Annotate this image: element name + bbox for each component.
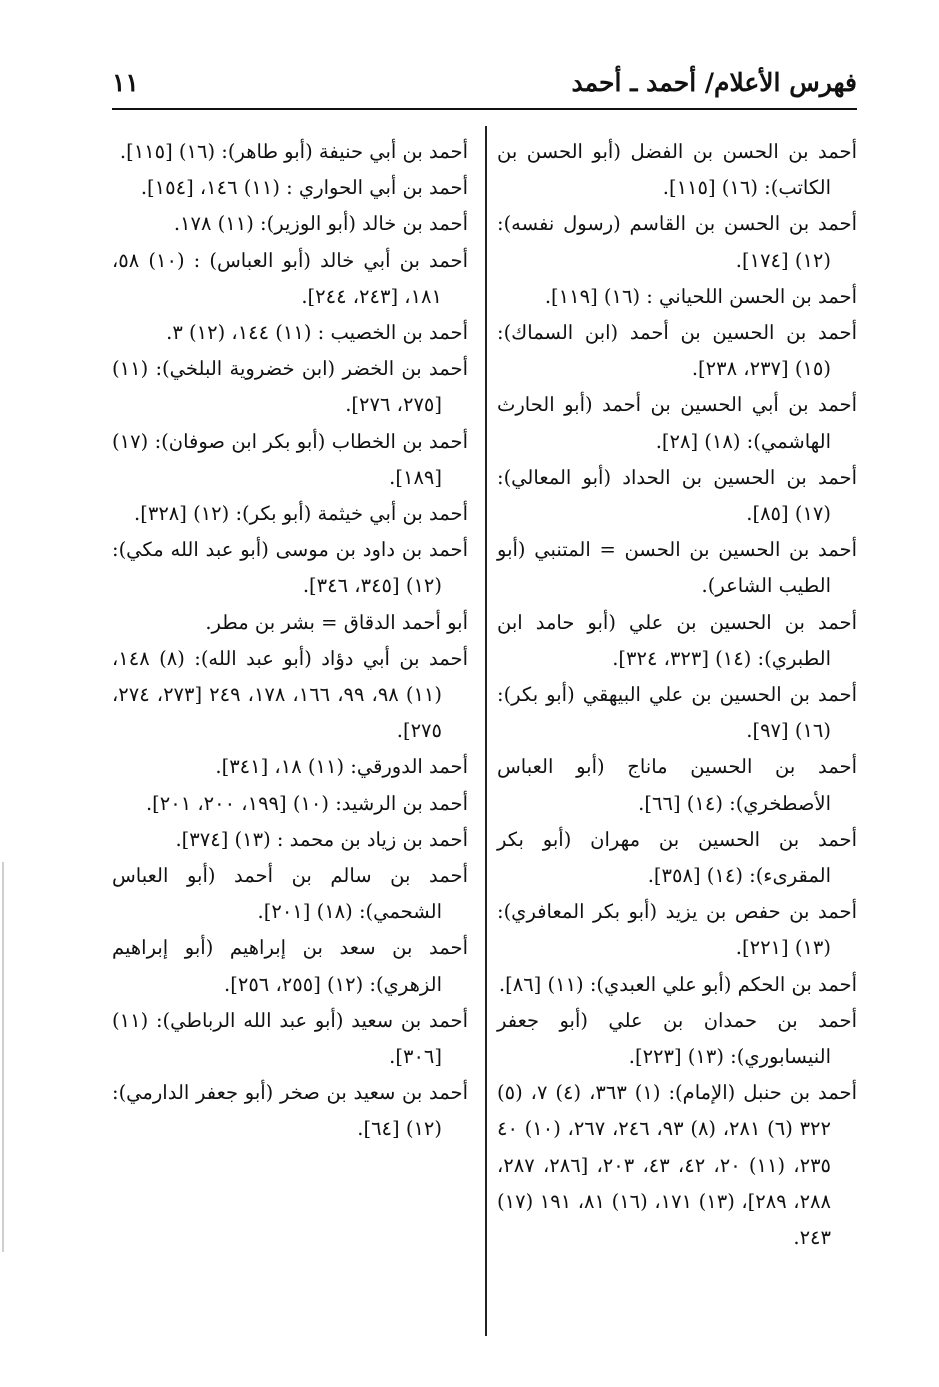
index-entry: أحمد بن أبي خيثمة (أبو بكر): (١٢) [٣٢٨]. bbox=[134, 502, 468, 526]
index-entry: أحمد بن أبي الحسين بن أحمد (أبو الحارث الهاشمي): (١٨) [٢٨]. bbox=[497, 393, 857, 453]
index-entry: أبو أحمد الدقاق = بشر بن مطر. bbox=[205, 610, 468, 634]
index-entry: أحمد بن الحسين بن أحمد (ابن السماك): (١٥) [٢٣٧، ٢٣٨]. bbox=[497, 321, 857, 381]
page-header bbox=[112, 62, 857, 108]
index-entry: أحمد بن الخطاب (أبو بكر ابن صوفان): (١٧) [١٨٩]. bbox=[112, 429, 468, 489]
index-entry: أحمد بن الحسن اللحياني : (١٦) [١١٩]. bbox=[544, 284, 857, 308]
index-entry: أحمد بن سالم بن أحمد (أبو العباس الشحمي): (١٨) [٢٠١]. bbox=[112, 864, 468, 924]
right-column bbox=[497, 134, 857, 1256]
index-entry: أحمد بن خالد (أبو الوزير): (١١) ١٧٨. bbox=[173, 212, 468, 236]
index-entry: أحمد بن زياد بن محمد : (١٣) [٣٧٤]. bbox=[175, 827, 468, 851]
index-entry: أحمد بن الخصيب : (١١) ١٤٤، (١٢) ٣. bbox=[166, 321, 468, 345]
index-entry: أحمد بن حمدان بن علي (أبو جعفر النيسابوري): (١٣) [٢٢٣]. bbox=[497, 1008, 857, 1069]
index-entry: أحمد بن الخضر (ابن خضروية البلخي): (١١) [٢٧٥، ٢٧٦]. bbox=[112, 357, 468, 417]
index-entry: أحمد بن الحكم (أبو علي العبدي): (١١) [٨٦]. bbox=[498, 972, 857, 996]
header-rule bbox=[112, 108, 857, 110]
index-entry: أحمد بن داود بن موسى (أبو عبد الله مكي): (١٢) [٣٤٥، ٣٤٦]. bbox=[112, 538, 468, 598]
index-entry: أحمد بن سعيد (أبو عبد الله الرباطي): (١١) [٣٠٦]. bbox=[112, 1008, 468, 1069]
page-number: ١١ bbox=[112, 68, 139, 97]
left-column bbox=[112, 134, 468, 1148]
index-entry: أحمد الدورقي: (١١) ١٨، [٣٤١]. bbox=[215, 755, 468, 779]
scan-edge-mark bbox=[2, 862, 4, 1252]
index-entry: أحمد بن أبي الحواري : (١١) ١٤٦، [١٥٤]. bbox=[140, 176, 468, 200]
index-entry: أحمد بن حفص بن يزيد (أبو بكر المعافري): (١٣) [٢٢١]. bbox=[497, 900, 857, 960]
index-entry: أحمد بن الحسين بن الحداد (أبو المعالي): (١٧) [٨٥]. bbox=[497, 465, 857, 526]
index-entry: أحمد بن سعيد بن صخر (أبو جعفر الدارمي): (١٢) [٦٤]. bbox=[112, 1081, 468, 1141]
index-entry: أحمد بن الحسين ماناج (أبو العباس الأصطخري): (١٤) [٦٦]. bbox=[497, 755, 857, 815]
index-entry: أحمد بن الرشيد: (١٠) [١٩٩، ٢٠٠، ٢٠١]. bbox=[145, 791, 468, 815]
index-entry: أحمد بن الحسن بن القاسم (رسول نفسه): (١٢) [١٧٤]. bbox=[497, 212, 857, 272]
index-entry: أحمد بن حنبل (الإمام): (١) ٣٦٣، (٤) ٧، (٥) ٣٢٢ (٦) ٢٨١، (٨) ٩٣، ٢٤٦، ٢٦٧، (١٠) ٤٠ ٢٣٥، (١١) ٢٠، ٤٢، ٤٣، ٢٠٣، [٢٨٦، ٢٨٧، ٢٨٨، ٢٨٩]، (١٣) ١٧١، (١٦) ٨١، ١٩١ (١٧) ٢٤٣. bbox=[497, 1081, 857, 1250]
index-entry: أحمد بن سعد بن إبراهيم (أبو إبراهيم الزهري): (١٢) [٢٥٥، ٢٥٦]. bbox=[112, 936, 468, 996]
column-divider bbox=[485, 126, 487, 1336]
index-entry: أحمد بن أبي دؤاد (أبو عبد الله): (٨) ١٤٨، (١١) ٩٨، ٩٩، ١٦٦، ١٧٨، ٢٤٩ [٢٧٣، ٢٧٤، ٢٧٥]. bbox=[112, 646, 469, 743]
index-entry: أحمد بن الحسين بن مهران (أبو بكر المقرىء): (١٤) [٣٥٨]. bbox=[497, 827, 857, 888]
running-title: فهرس الأعلام/ أحمد ـ أحمد bbox=[571, 68, 857, 97]
index-entry: أحمد بن أبي حنيفة (أبو طاهر): (١٦) [١١٥]. bbox=[119, 140, 468, 163]
index-entry: أحمد بن الحسين بن علي (أبو حامد ابن الطبري): (١٤) [٣٢٣، ٣٢٤]. bbox=[497, 610, 857, 670]
index-entry: أحمد بن الحسن بن الفضل (أبو الحسن بن الكاتب): (١٦) [١١٥]. bbox=[497, 140, 857, 200]
index-entry: أحمد بن أبي خالد (أبو العباس) : (١٠) ٥٨، ١٨١، [٢٤٣، ٢٤٤]. bbox=[112, 248, 468, 308]
index-entry: أحمد بن الحسين بن الحسن = المتنبي (أبو الطيب الشاعر). bbox=[497, 538, 857, 598]
index-entry: أحمد بن الحسين بن علي البيهقي (أبو بكر): (١٦) [٩٧]. bbox=[497, 683, 857, 743]
